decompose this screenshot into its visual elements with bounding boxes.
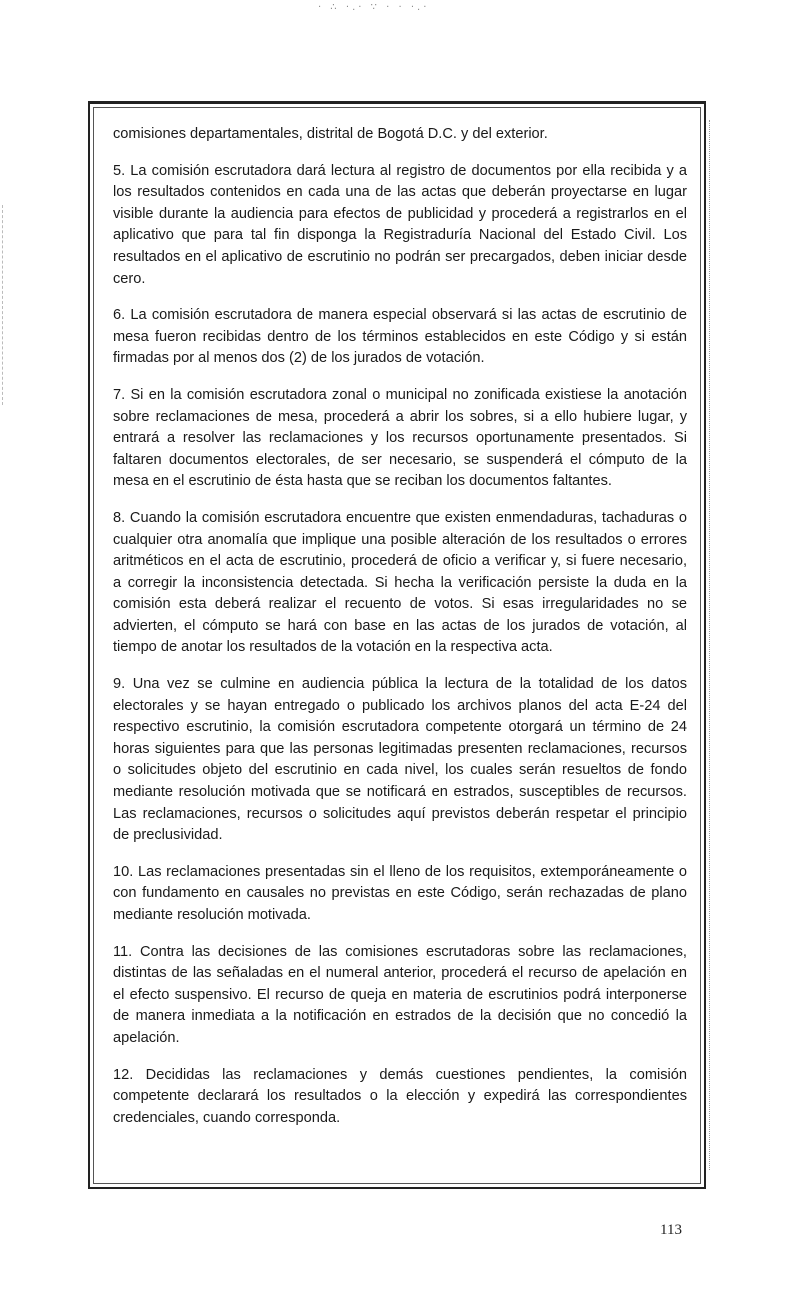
paragraph-intro: comisiones departamentales, distrital de Bogotá D.C. y del exterior.	[113, 126, 548, 142]
paragraph-6: 6. La comisión escrutadora de manera especial observará si las actas de escrutinio de mesa fueron recibidas dentro de los términos establecidos en este Código y si están firmadas por al menos dos (2) de los jurados de votación.	[113, 307, 687, 367]
paragraph-5: 5. La comisión escrutadora dará lectura al registro de documentos por ella recibida y a los resultados contenidos en cada una de las actas que deberán proyectarse en lugar visible durante la audiencia para efectos de publicidad y procederá a registrarlos en el aplicativo que para tal fin disponga la Registraduría Nacional del Estado Civil. Los resultados en el aplicativo de escrutinio no podrán ser precargados, deben iniciar desde cero.	[113, 162, 687, 287]
frame-shadow-line	[709, 120, 712, 1170]
scan-artifact: · ∴ ·.· ∵ · · ·.·	[318, 2, 430, 13]
paragraph-11: 11. Contra las decisiones de las comisiones escrutadoras sobre las reclamaciones, distintas de las señaladas en el numeral anterior, procederá el recurso de apelación en el efecto suspensivo. El recurso de queja en materia de escrutinios podrá interponerse de manera inmediata a la notificación en estrados de la decisión que no concedió la apelación.	[113, 943, 687, 1046]
paragraph-10: 10. Las reclamaciones presentadas sin el lleno de los requisitos, extemporáneamente o con fundamento en causales no previstas en este Código, serán rechazadas de plano mediante resolución motivada.	[113, 863, 687, 923]
paragraph-7: 7. Si en la comisión escrutadora zonal o municipal no zonificada existiese la anotación sobre reclamaciones de mesa, procederá a abrir los sobres, si a ello hubiere lugar, y entrará a resolver las reclamaciones y los recursos oportunamente presentados. Si faltaren documentos electorales, de ser necesario, se suspenderá el cómputo de la mesa en el escrutinio de ésta hasta que se reciban los documentos faltantes.	[113, 386, 687, 490]
scan-edge-mark	[2, 205, 5, 405]
paragraph-9: 9. Una vez se culmine en audiencia pública la lectura de la totalidad de los datos electorales y se hayan entregado o publicado los archivos planos del acta E-24 del respectivo escrutinio, la comisión escrutadora competente otorgará un término de 24 horas siguientes para que las personas legitimadas presenten reclamaciones, recursos o solicitudes objeto del escrutinio en cada nivel, los cuales serán resueltos de fondo mediante resolución motivada que se notificará en estrados, susceptibles de recursos. Las reclamaciones, recursos o solicitudes aquí previstos deberán respetar el principio de preclusividad.	[113, 676, 687, 844]
paragraph-8: 8. Cuando la comisión escrutadora encuentre que existen enmendaduras, tachaduras o cualquier otra anomalía que implique una posible alteración de los resultados o errores aritméticos en el acta de escrutinio, procederá de oficio a verificar y, si fuere necesario, a corregir la inconsistencia detectada. Si hecha la verificación persiste la duda en la comisión esta deberá realizar el recuento de votos. Si esas irregularidades no se advierten, el cómputo se hará con base en las actas de los jurados de votación, al tiempo de anotar los resultados de la votación en la respectiva acta.	[113, 509, 687, 656]
page-number: 113	[660, 1222, 682, 1238]
paragraph-12: 12. Decididas las reclamaciones y demás cuestiones pendientes, la comisión competente declarará los resultados o la elección y expedirá las correspondientes credenciales, cuando corresponda.	[113, 1066, 687, 1126]
document-body	[113, 124, 687, 1144]
